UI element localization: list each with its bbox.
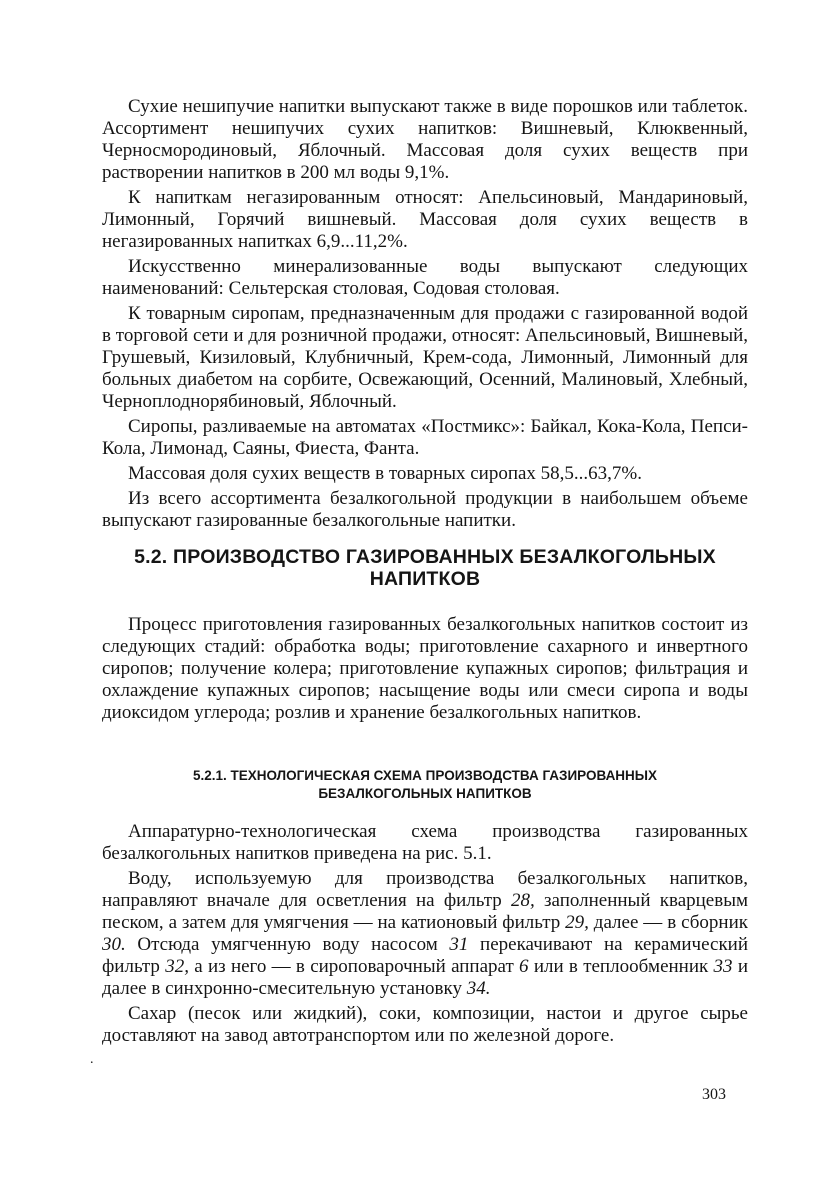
subsection-heading (102, 767, 748, 803)
paragraph-water-treatment: Воду, используемую для производства безалкогольных напитков, направляют вначале для осветления на фильтр 28, заполненный кварцевым песком, а затем для умягчения — на катионовый фильтр 29, далее — в сборник 30. Отсюда умягченную воду насосом 31 перекачивают на керамический фильтр 32, а из него — в сироповарочный аппарат 6 или в теплообменник 33 и далее в синхронно-смесительную установку 34. (102, 868, 749, 999)
margin-dot: . (90, 1052, 94, 1067)
section-heading (102, 546, 748, 590)
paragraph-syrup-solids: Массовая доля сухих веществ в товарных сиропах 58,5...63,7%. (128, 463, 643, 484)
paragraph-dry-drinks: Сухие нешипучие напитки выпускают также в виде порошков или таблеток. Ассортимент нешипучих сухих напитков: Вишневый, Клюквенный, Черносмородиновый, Яблочный. Массовая доля сухих веществ при растворении напитков в 200 мл воды 9,1%. (102, 96, 748, 183)
subsection-heading-line1: 5.2.1. ТЕХНОЛОГИЧЕСКАЯ СХЕМА ПРОИЗВОДСТВА ГАЗИРОВАННЫХ (192, 768, 658, 783)
section-heading-line1: 5.2. ПРОИЗВОДСТВО ГАЗИРОВАННЫХ БЕЗАЛКОГОЛЬНЫХ (134, 546, 716, 568)
text-block-scheme (102, 821, 748, 1047)
paragraph-still-drinks: К напиткам негазированным относят: Апельсиновый, Мандариновый, Лимонный, Горячий вишневый. Массовая доля сухих веществ в негазированных напитках 6,9...11,2%. (102, 187, 748, 252)
paragraph-raw-materials: Сахар (песок или жидкий), соки, композиции, настои и другое сырье доставляют на завод автотранспортом или по железной дороге. (102, 1003, 748, 1046)
ref-collector-30: 30. (102, 934, 126, 955)
ref-pump-31: 31 (449, 934, 469, 955)
ref-apparatus-6: 6 (519, 956, 529, 977)
section-heading-line2: НАПИТКОВ (369, 568, 481, 590)
ref-filter-32: 32, (165, 956, 189, 977)
ref-unit-34: 34. (466, 978, 491, 999)
paragraph-main-output: Из всего ассортимента безалкогольной продукции в наибольшем объеме выпускают газированные безалкогольные напитки. (102, 488, 748, 531)
paragraph-postmix-syrups: Сиропы, разливаемые на автоматах «Постмикс»: Байкал, Кока-Кола, Пепси-Кола, Лимонад, Саяны, Фиеста, Фанта. (102, 416, 748, 459)
ref-filter-29: 29, (565, 912, 589, 933)
text-block-assortment (102, 96, 748, 532)
paragraph-syrups: К товарным сиропам, предназначенным для продажи с газированной водой в торговой сети и для розничной продажи, относят: Апельсиновый, Вишневый, Грушевый, Кизиловый, Клубничный, Крем-сода, Лимонный, Лимонный для больных диабетом на сорбите, Освежающий, Осенний, Малиновый, Хлебный, Черноплоднорябиновый, Яблочный. (102, 303, 748, 412)
text-block-process (102, 614, 748, 724)
ref-exchanger-33: 33 (713, 956, 733, 977)
paragraph-mineral-waters: Искусственно минерализованные воды выпускают следующих наименований: Сельтерская столовая, Содовая столовая. (102, 256, 748, 299)
ref-filter-28: 28, (511, 890, 535, 911)
page-number: 303 (702, 1086, 726, 1103)
subsection-heading-line2: БЕЗАЛКОГОЛЬНЫХ НАПИТКОВ (318, 786, 532, 801)
paragraph-scheme-ref: Аппаратурно-технологическая схема производства газированных безалкогольных напитков приведена на рис. 5.1. (102, 821, 748, 864)
paragraph-process-stages: Процесс приготовления газированных безалкогольных напитков состоит из следующих стадий: обработка воды; приготовление сахарного и инвертного сиропов; получение колера; приготовление купажных сиропов; фильтрация и охлаждение купажных сиропов; насыщение воды или смеси сиропа и воды диоксидом углерода; розлив и хранение безалкогольных напитков. (102, 614, 748, 723)
